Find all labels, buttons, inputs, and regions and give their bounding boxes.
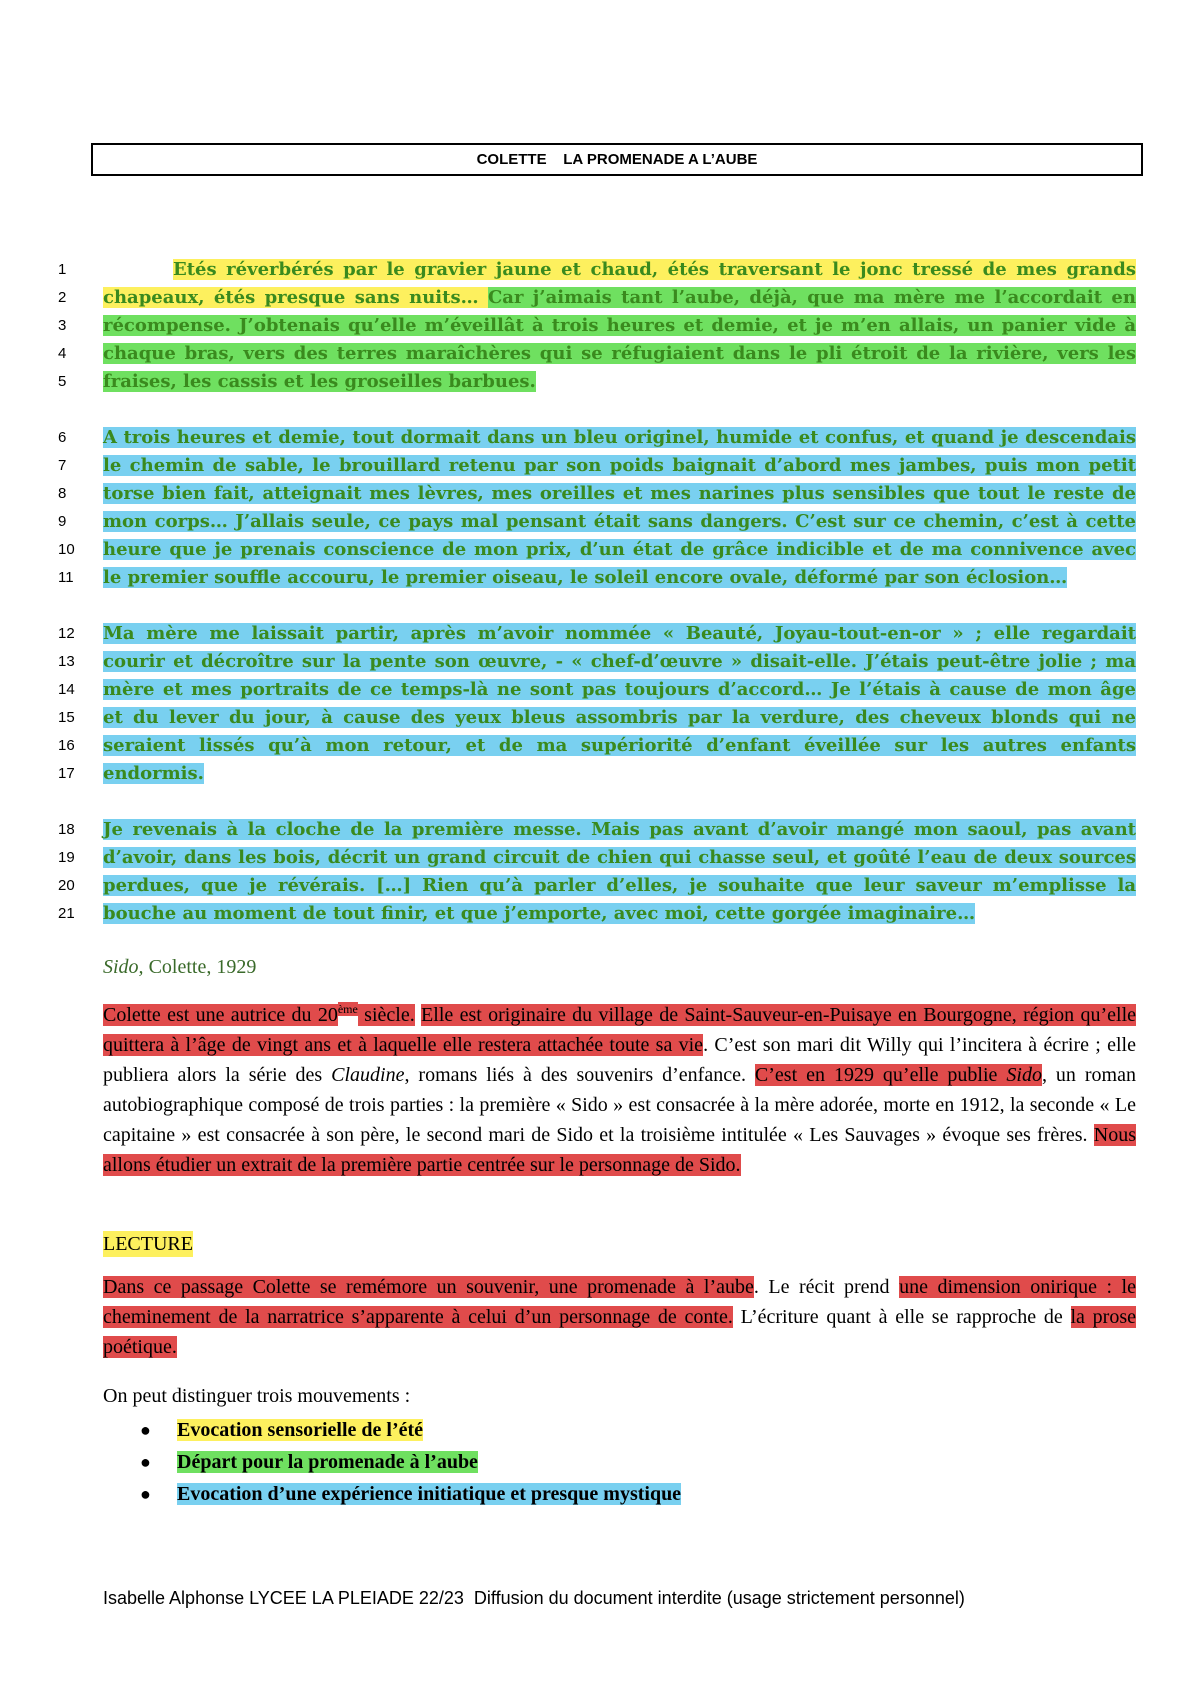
poem-line (40, 424, 1140, 452)
poem-line (40, 312, 1140, 340)
poem-line (40, 480, 1140, 508)
analysis-paragraph (103, 1272, 1136, 1362)
highlighted-segment: chaque bras, vers des terres maraîchères qui se réfugiaient dans le pli étroit de la rivière, vers les (103, 343, 1136, 364)
poem-line (40, 648, 1140, 676)
poem-line (40, 704, 1140, 732)
poem-line (40, 844, 1140, 872)
highlighted-segment: Etés réverbérés par le gravier jaune et chaud, étés traversant le jonc tressé de mes grands (173, 259, 1136, 280)
poem-line (40, 900, 1140, 928)
intro-text-d: Elle est originaire du village de Saint-Sauveur-en-Puisaye en Bourgogne, région qu’elle quittera à l’âge de vingt ans et à laquelle elle restera attachée toute sa vie (103, 1003, 1137, 1056)
analysis-d: . Le récit prend (753, 1276, 900, 1298)
intro-text-g: , romans liés à des souvenirs d’enfance. (404, 1063, 755, 1086)
line-number: 11 (58, 569, 74, 586)
analysis-g: cheminement de la narratrice s’apparente à celui d’un personnage de conte. (103, 1306, 733, 1328)
source-citation (103, 956, 256, 979)
analysis-c: remémore un souvenir, une promenade à l’aube (336, 1276, 754, 1298)
poem-line (40, 816, 1140, 844)
highlighted-segment: d’avoir, dans les bois, décrit un grand circuit de chien qui chasse seul, et goûté l’eau de deux sources (103, 847, 1136, 868)
poem-line (40, 536, 1140, 564)
poem-line-text (103, 284, 1136, 312)
poem-line-text (103, 816, 1136, 844)
intro-text-h: C’est en 1929 qu’elle publie (754, 1063, 1007, 1086)
line-number: 6 (58, 429, 67, 446)
line-number: 4 (58, 345, 67, 362)
intro-sido: Sido (1006, 1063, 1042, 1086)
intro-text-k: Nous allons étudier un extrait de la première partie centrée sur le personnage de Sido. (103, 1123, 1136, 1176)
bullet-icon: ● (140, 1420, 151, 1440)
movements-intro: On peut distinguer trois mouvements : (103, 1385, 411, 1407)
poem-line (40, 452, 1140, 480)
movement-item (140, 1479, 681, 1511)
poem-line-text (103, 676, 1136, 704)
poem-line (40, 760, 1140, 788)
poem-line-text (103, 648, 1136, 676)
poem-line (40, 620, 1140, 648)
highlighted-segment: mère et mes portraits de ce temps-là ne sont pas toujours d’accord… Je l’étais à cause de mon âge (103, 679, 1136, 700)
line-number: 1 (58, 261, 67, 278)
movement-item (140, 1415, 681, 1447)
poem-line-text (103, 480, 1136, 508)
poem-line-text (103, 732, 1136, 760)
line-number: 3 (58, 317, 67, 334)
poem-line-text (103, 312, 1136, 340)
source-rest: Colette, 1929 (143, 956, 257, 978)
lecture-heading: LECTURE (103, 1233, 193, 1255)
poem-line-text (103, 872, 1136, 900)
intro-text-j: , un roman autobiographique composé de trois parties : la première « Sido » est consacrée à la mère adorée, morte en 1912, la seconde « Le capitaine » est consacrée à son père, le second mari de Sido et la troisième intitulée « Les Sauvages » évoque ses frères. (103, 1063, 1136, 1146)
poem-line-text (103, 452, 1136, 480)
line-number: 10 (58, 541, 75, 558)
highlighted-segment: le chemin de sable, le brouillard retenu par son poids baignait d’abord mes jambes, puis mon petit (103, 455, 1136, 476)
poem-line-text (103, 760, 1136, 788)
source-book: Sido, (103, 956, 144, 978)
document-title: COLETTE LA PROMENADE A L’AUBE (91, 143, 1143, 176)
highlighted-segment: bouche au moment de tout finir, et que j’emporte, avec moi, cette gorgée imaginaire… (103, 903, 976, 924)
line-number: 2 (58, 289, 67, 306)
analysis-i: la prose poétique. (103, 1306, 1136, 1358)
intro-paragraph (103, 994, 1136, 1180)
intro-text-a: Colette est une autrice du 20 (103, 1003, 338, 1026)
movement-label: Evocation d’une expérience initiatique et presque mystique (177, 1483, 682, 1505)
highlighted-segment: A trois heures et demie, tout dormait dans un bleu originel, humide et confus, et quand je descendais (103, 427, 1136, 448)
poem-line-text (103, 564, 1136, 592)
analysis-a: Dans ce passage Colette (103, 1276, 320, 1298)
poem-line-text (103, 508, 1136, 536)
poem-line (40, 256, 1140, 284)
poem-line (40, 368, 1140, 396)
analysis-e: une dimension onirique : (899, 1276, 1122, 1298)
line-number: 8 (58, 485, 67, 502)
movement-label: Départ pour la promenade à l’aube (177, 1451, 478, 1473)
highlighted-segment: perdues, que je révérais. […] Rien qu’à parler d’elles, je souhaite que leur saveur m’emplisse la (103, 875, 1136, 896)
line-number: 5 (58, 373, 67, 390)
highlighted-segment: Je revenais à la cloche de la première messe. Mais pas avant d’avoir mangé mon saoul, pas avant (103, 819, 1136, 840)
intro-sup: ème (337, 1002, 358, 1016)
poem-line-text (103, 256, 1136, 284)
line-number: 20 (58, 877, 75, 894)
movements-list (140, 1415, 681, 1511)
intro-text-e: . C’est son mari dit Willy qui l’incitera à écrire ; elle publiera alors la série des (103, 1033, 1136, 1086)
highlighted-segment: récompense. J’obtenais qu’elle m’éveillât à trois heures et demie, et je m’en allais, un panier vide à (103, 315, 1136, 336)
line-number: 21 (58, 905, 75, 922)
highlighted-segment: courir et décroître sur la pente son œuvre, - « chef-d’œuvre » disait-elle. J’étais peut-être jolie ; ma (103, 651, 1136, 672)
poem-line (40, 508, 1140, 536)
bullet-icon: ● (140, 1484, 151, 1504)
page-footer: Isabelle Alphonse LYCEE LA PLEIADE 22/23 Diffusion du document interdite (usage strictement personnel) (103, 1588, 965, 1608)
analysis-b: se (319, 1276, 337, 1298)
line-number: 18 (58, 821, 75, 838)
poem-line-text (103, 368, 1136, 396)
highlighted-segment: mon corps… J’allais seule, ce pays mal pensant était sans dangers. C’est sur ce chemin, c’est à cette (103, 511, 1136, 532)
highlighted-segment: endormis. (103, 763, 204, 784)
analysis-h: L’écriture quant à elle se rapproche de (732, 1306, 1071, 1328)
line-number: 12 (58, 625, 75, 642)
poem-line-text (103, 620, 1136, 648)
poem-line-text (103, 536, 1136, 564)
movement-item (140, 1447, 681, 1479)
poem-line (40, 872, 1140, 900)
highlighted-segment: et du lever du jour, à cause des yeux bleus assombris par la verdure, des cheveux blonds qui ne (103, 707, 1136, 728)
highlighted-segment: Ma mère me laissait partir, après m’avoir nommée « Beauté, Joyau-tout-en-or » ; elle regardait (103, 623, 1136, 644)
poem-line (40, 676, 1140, 704)
line-number: 16 (58, 737, 75, 754)
line-number: 9 (58, 513, 67, 530)
line-number: 7 (58, 457, 67, 474)
intro-text-b: siècle. (357, 1003, 415, 1026)
highlighted-segment: chapeaux, étés presque sans nuits… (103, 287, 488, 308)
poem-line (40, 732, 1140, 760)
movement-label: Evocation sensorielle de l’été (177, 1419, 424, 1441)
highlighted-segment: seraient lissés qu’à mon retour, et de ma supériorité d’enfant éveillée sur les autres enfants (103, 735, 1136, 756)
poem-line-text (103, 704, 1136, 732)
poem-line-text (103, 424, 1136, 452)
intro-claudine: Claudine (331, 1063, 405, 1086)
poem-line-text (103, 844, 1136, 872)
line-number: 17 (58, 765, 75, 782)
poem-line-text (103, 340, 1136, 368)
highlighted-segment: le premier souffle accouru, le premier oiseau, le soleil encore ovale, déformé par son éclosion… (103, 567, 1068, 588)
line-number: 19 (58, 849, 75, 866)
poem-line (40, 284, 1140, 312)
analysis-f: le (1121, 1276, 1136, 1298)
highlighted-segment: Car j’aimais tant l’aube, déjà, que ma mère me l’accordait en (487, 287, 1136, 308)
highlighted-segment: heure que je prenais conscience de mon prix, d’un état de grâce indicible et de ma connivence avec (103, 539, 1136, 560)
bullet-icon: ● (140, 1452, 151, 1472)
poem-line-text (103, 900, 1136, 928)
line-number: 13 (58, 653, 75, 670)
poem-line (40, 564, 1140, 592)
line-number: 15 (58, 709, 75, 726)
highlighted-segment: torse bien fait, atteignait mes lèvres, mes oreilles et mes narines plus sensibles que tout le reste de (103, 483, 1136, 504)
line-number: 14 (58, 681, 75, 698)
poem-line (40, 340, 1140, 368)
highlighted-segment: fraises, les cassis et les groseilles barbues. (103, 371, 536, 392)
